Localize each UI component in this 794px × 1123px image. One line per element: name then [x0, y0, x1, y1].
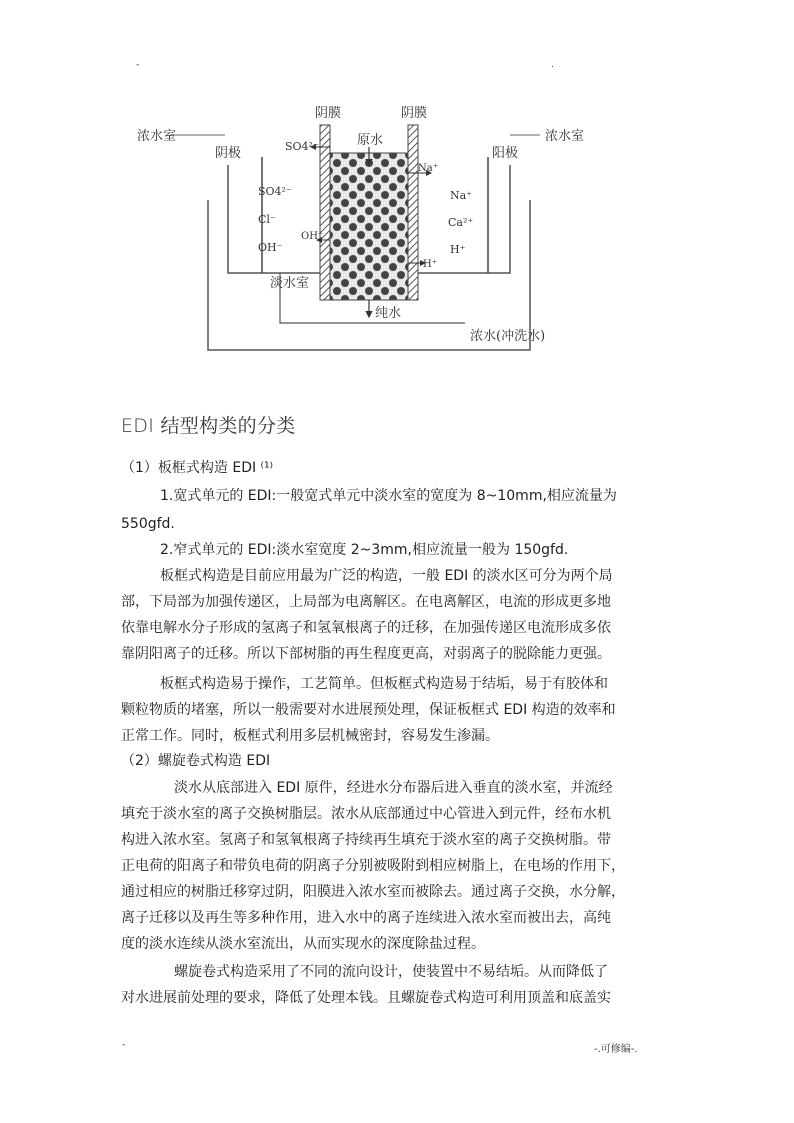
label-h-inner: H⁺ — [423, 259, 437, 270]
paragraph-line: 淡水从底部进入 EDI 原件，经进水分布器后进入垂直的淡水室，并流经 — [174, 780, 613, 796]
paragraph-line: 板框式构造是目前应用最为广泛的构造，一般 EDI 的淡水区可分为两个局 — [160, 568, 613, 584]
paragraph-line: 550gfd. — [121, 516, 175, 532]
paragraph-line: 螺旋卷式构造采用了不同的流向设计，使装置中不易结垢。从而降低了 — [174, 964, 608, 980]
label-concentrate-right: 浓水室 — [545, 129, 585, 144]
anion-membrane-left — [320, 125, 330, 300]
anion-membrane-right — [408, 125, 418, 300]
label-right-ion-0: Na⁺ — [450, 189, 472, 202]
label-oh-inner: OH⁻ — [301, 231, 324, 242]
paragraph-line: 正常工作。同时，板框式利用多层机械密封，容易发生渗漏。 — [121, 728, 499, 744]
section-title: EDI 结型构类的分类 — [121, 415, 296, 437]
label-left-ion-0: SO4²⁻ — [258, 185, 292, 198]
subsection-heading-2: （2）螺旋卷式构造 EDI — [121, 753, 271, 769]
footer-editable-note: -.可修编-. — [594, 1044, 638, 1055]
label-concentrate-left: 浓水室 — [137, 129, 177, 144]
label-anion-membrane-2: 阴膜 — [401, 106, 428, 121]
paragraph-line: 填充于淡水室的离子交换树脂层。浓水从底部通过中心管进入到元件，经布水机 — [121, 806, 611, 822]
label-cathode: 阴极 — [215, 146, 242, 161]
label-na-out: Na⁺ — [418, 163, 438, 174]
paragraph-line: 靠阴阳离子的迁移。所以下部树脂的再生程度更高，对弱离子的脱除能力更强。 — [121, 646, 611, 662]
edi-diagram — [125, 95, 655, 363]
paragraph-line: 度的淡水连续从淡水室流出，从而实现水的深度除盐过程。 — [121, 936, 485, 952]
paragraph-line: 对水进展前处理的要求，降低了处理本钱。且螺旋卷式构造可利用顶盖和底盖实 — [121, 990, 611, 1006]
label-left-ion-1: Cl⁻ — [258, 213, 276, 226]
paragraph-line: 离子迁移以及再生等多种作用，进入水中的离子连续进入浓水室而被出去，高纯 — [121, 910, 611, 926]
label-pure-water: 纯水 — [375, 306, 402, 321]
paragraph-line: 1.宽式单元的 EDI:一般宽式单元中淡水室的宽度为 8~10mm,相应流量为 — [160, 488, 617, 504]
paragraph-line: 通过相应的树脂迁移穿过阴，阳膜进入浓水室而被除去。通过离子交换，水分解， — [121, 884, 625, 900]
label-so4-out: SO4²⁻ — [285, 140, 319, 153]
subsection-heading-1: （1）板框式构造 EDI ⁽¹⁾ — [121, 460, 274, 476]
paragraph-line: 部，下局部为加强传递区，上局部为电离解区。在电离解区，电流的形成更多地 — [121, 594, 611, 610]
footer-mark-left: - — [122, 1040, 126, 1050]
paragraph-line: 正电荷的阳离子和带负电荷的阴离子分别被吸附到相应树脂上，在电场的作用下， — [121, 858, 625, 874]
paragraph-line: 颗粒物质的堵塞，所以一般需要对水进展预处理，保证板框式 EDI 构造的效率和 — [121, 702, 616, 718]
header-mark-left: - — [136, 60, 140, 70]
header-mark-right: . — [551, 60, 554, 70]
label-anode: 阳极 — [492, 146, 519, 161]
label-feed-water: 原水 — [357, 133, 384, 148]
label-left-ion-2: OH⁻ — [258, 241, 283, 254]
label-concentrate-flush: 浓水(冲洗水) — [470, 329, 546, 344]
paragraph-line: 2.窄式单元的 EDI:淡水室宽度 2~3mm,相应流量一般为 150gfd. — [160, 542, 569, 558]
label-anion-membrane: 阴膜 — [315, 106, 342, 121]
paragraph-line: 依靠电解水分子形成的氢离子和氢氧根离子的迁移，在加强传递区电流形成多依 — [121, 620, 611, 636]
label-right-ion-1: Ca²⁺ — [448, 216, 474, 229]
label-right-ion-2: H⁺ — [450, 243, 466, 256]
resin-bed — [330, 153, 408, 300]
paragraph-line: 构进入浓水室。氢离子和氢氧根离子持续再生填充于淡水室的离子交换树脂。带 — [121, 832, 611, 848]
paragraph-line: 板框式构造易于操作，工艺简单。但板框式构造易于结垢，易于有胶体和 — [160, 676, 608, 692]
label-dilute-chamber: 淡水室 — [270, 276, 310, 291]
